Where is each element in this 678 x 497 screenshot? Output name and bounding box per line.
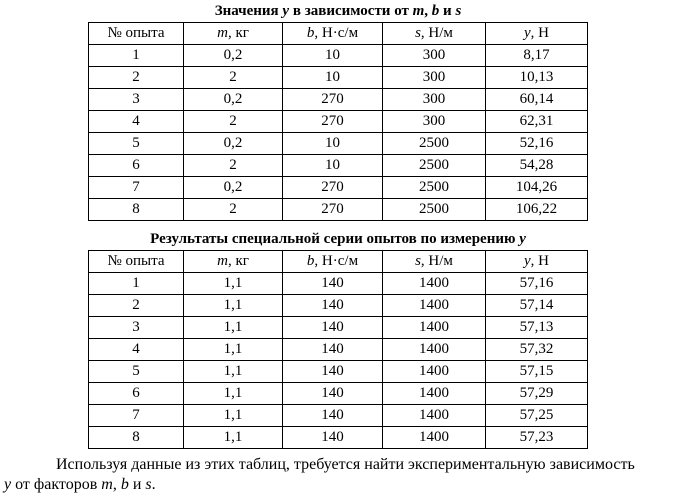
table-cell: 57,29: [486, 383, 588, 405]
table-cell: 4: [89, 339, 184, 361]
table-cell: 1400: [383, 405, 486, 427]
table-cell: 57,23: [486, 427, 588, 449]
table-row: [89, 133, 588, 155]
header-stiffness: s, Н/м: [383, 23, 486, 45]
table-cell: 270: [283, 111, 383, 133]
table-cell: 10: [283, 45, 383, 67]
table-row: [89, 295, 588, 317]
table-row: [89, 361, 588, 383]
table-cell: 2500: [383, 199, 486, 221]
table-cell: 0,2: [184, 45, 283, 67]
table-cell: 2500: [383, 133, 486, 155]
table-cell: 1,1: [184, 405, 283, 427]
table-row: [89, 383, 588, 405]
table-row: [89, 67, 588, 89]
table-row: [89, 405, 588, 427]
table-cell: 5: [89, 133, 184, 155]
table-cell: 57,13: [486, 317, 588, 339]
table-cell: 140: [283, 361, 383, 383]
table-cell: 270: [283, 199, 383, 221]
table-cell: 1,1: [184, 273, 283, 295]
table-cell: 1400: [383, 361, 486, 383]
table-cell: 7: [89, 405, 184, 427]
header-experiment-number: № опыта: [89, 23, 184, 45]
table-cell: 54,28: [486, 155, 588, 177]
header-stiffness: s, Н/м: [383, 251, 486, 273]
table-cell: 10: [283, 67, 383, 89]
table-cell: 8: [89, 199, 184, 221]
table-row: [89, 339, 588, 361]
table-cell: 140: [283, 339, 383, 361]
table-cell: 57,15: [486, 361, 588, 383]
table-cell: 2: [89, 67, 184, 89]
header-damping: b, Н·с/м: [283, 23, 383, 45]
table-cell: 1400: [383, 295, 486, 317]
table-cell: 57,16: [486, 273, 588, 295]
table-cell: 2: [184, 111, 283, 133]
table1-header-row: [89, 23, 588, 45]
table-cell: 140: [283, 405, 383, 427]
table-cell: 300: [383, 67, 486, 89]
table-cell: 5: [89, 361, 184, 383]
table-row: [89, 111, 588, 133]
table-cell: 1400: [383, 273, 486, 295]
table-cell: 300: [383, 89, 486, 111]
table-cell: 2500: [383, 177, 486, 199]
table-cell: 300: [383, 45, 486, 67]
task-paragraph: Используя данные из этих таблиц, требуется найти экспериментальную зависимость y от факторов m, b и s.: [4, 456, 635, 493]
table-row: [89, 155, 588, 177]
table-cell: 1400: [383, 317, 486, 339]
table-cell: 0,2: [184, 177, 283, 199]
table-cell: 3: [89, 89, 184, 111]
table2-header-row: [89, 251, 588, 273]
table1-caption: Значения y в зависимости от m, b и s: [214, 3, 462, 19]
table-row: [89, 89, 588, 111]
table-cell: 1400: [383, 427, 486, 449]
table-cell: 1,1: [184, 317, 283, 339]
table-cell: 10: [283, 155, 383, 177]
table-cell: 8: [89, 427, 184, 449]
table-cell: 2: [184, 155, 283, 177]
table-cell: 140: [283, 295, 383, 317]
table-row: [89, 317, 588, 339]
table-cell: 1: [89, 45, 184, 67]
table-cell: 1,1: [184, 339, 283, 361]
table-cell: 104,26: [486, 177, 588, 199]
table-cell: 0,2: [184, 89, 283, 111]
table-cell: 0,2: [184, 133, 283, 155]
table-cell: 57,25: [486, 405, 588, 427]
table-cell: 10: [283, 133, 383, 155]
table-cell: 6: [89, 383, 184, 405]
table-cell: 1400: [383, 339, 486, 361]
table2-caption: Результаты специальной серии опытов по измерению y: [150, 231, 526, 247]
table-row: [89, 177, 588, 199]
table-cell: 1,1: [184, 361, 283, 383]
table-cell: 1,1: [184, 383, 283, 405]
table2-body: [89, 273, 588, 449]
table-cell: 10,13: [486, 67, 588, 89]
table-cell: 52,16: [486, 133, 588, 155]
table-cell: 57,14: [486, 295, 588, 317]
table1: [88, 22, 588, 221]
table-cell: 62,31: [486, 111, 588, 133]
header-experiment-number: № опыта: [89, 251, 184, 273]
table-cell: 2500: [383, 155, 486, 177]
table-cell: 106,22: [486, 199, 588, 221]
table-cell: 6: [89, 155, 184, 177]
table-cell: 1400: [383, 383, 486, 405]
table-cell: 140: [283, 317, 383, 339]
table-row: [89, 45, 588, 67]
table-cell: 140: [283, 427, 383, 449]
header-mass: m, кг: [184, 251, 283, 273]
table-cell: 2: [184, 199, 283, 221]
table-row: [89, 199, 588, 221]
table-cell: 140: [283, 383, 383, 405]
table-cell: 140: [283, 273, 383, 295]
table-cell: 300: [383, 111, 486, 133]
header-response: y, Н: [486, 251, 588, 273]
table-cell: 8,17: [486, 45, 588, 67]
table-row: [89, 427, 588, 449]
table-cell: 7: [89, 177, 184, 199]
table2: [88, 250, 588, 449]
header-response: y, Н: [486, 23, 588, 45]
table-cell: 57,32: [486, 339, 588, 361]
header-damping: b, Н·с/м: [283, 251, 383, 273]
table-cell: 1,1: [184, 427, 283, 449]
header-mass: m, кг: [184, 23, 283, 45]
table-cell: 1,1: [184, 295, 283, 317]
table-cell: 270: [283, 177, 383, 199]
table-cell: 2: [89, 295, 184, 317]
table-cell: 60,14: [486, 89, 588, 111]
table-cell: 2: [184, 67, 283, 89]
table-cell: 1: [89, 273, 184, 295]
table-cell: 3: [89, 317, 184, 339]
table1-body: [89, 45, 588, 221]
table-cell: 4: [89, 111, 184, 133]
table-cell: 270: [283, 89, 383, 111]
table-row: [89, 273, 588, 295]
